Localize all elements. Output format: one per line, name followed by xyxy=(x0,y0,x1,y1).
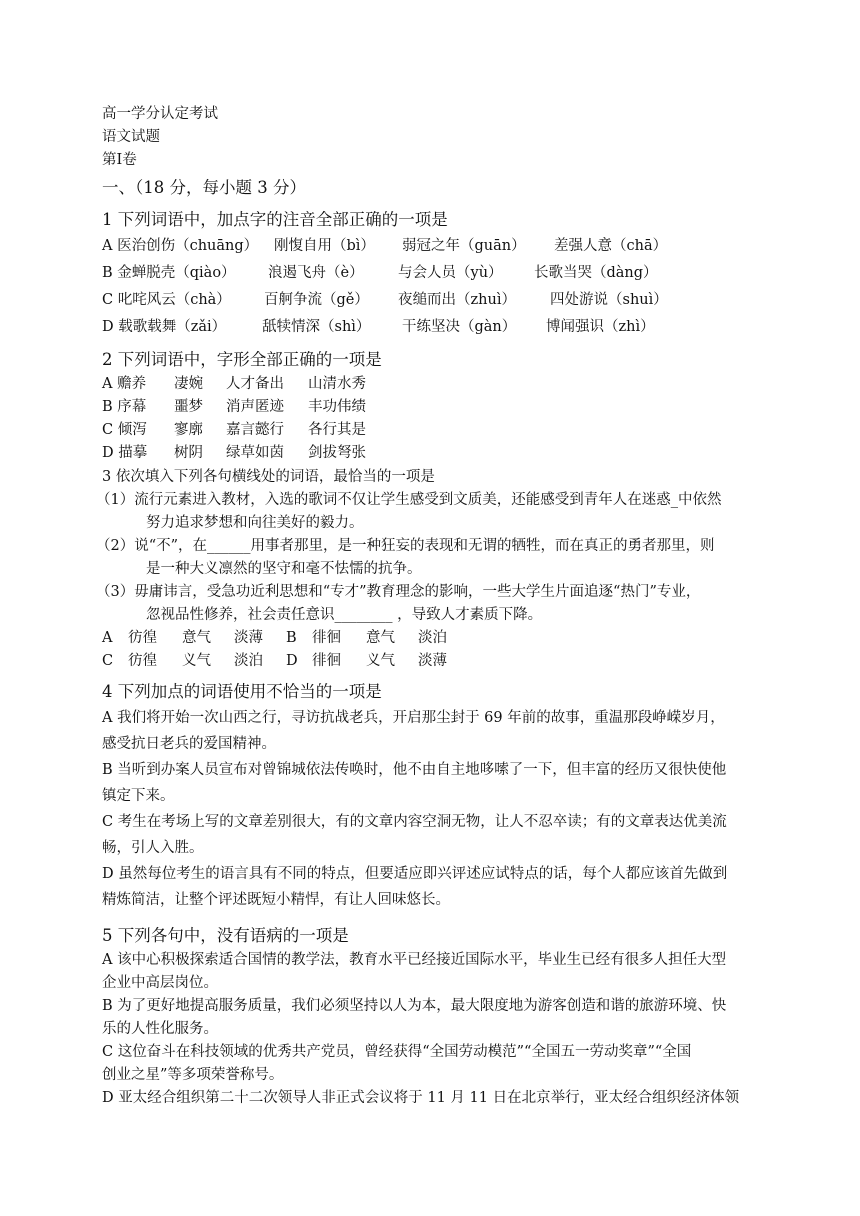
question-3-stem: 3 依次填入下列各句横线处的词语，最恰当的一项是 xyxy=(102,469,435,485)
q5-option-b-line-2: 乐的人性化服务。 xyxy=(102,1021,218,1037)
q1-a-4: 差强人意（chā） xyxy=(554,238,668,254)
q3-opt-c-2: 义气 xyxy=(182,653,211,669)
q1-b-2: 浪遏飞舟（è） xyxy=(268,265,364,281)
q2-b-3: 消声匿迹 xyxy=(226,399,284,415)
q3-sentence-1-line-2: 努力追求梦想和向往美好的毅力。 xyxy=(146,515,364,531)
exam-volume: 第Ⅰ卷 xyxy=(102,152,137,168)
q2-a-1: A 赡养 xyxy=(102,376,147,392)
q2-b-4: 丰功伟绩 xyxy=(308,399,366,415)
q4-option-c-line-1: C 考生在考场上写的文章差别很大，有的文章内容空洞无物，让人不忍卒读；有的文章表达优美流 xyxy=(102,814,727,830)
q1-option-a xyxy=(102,233,770,260)
q1-c-3: 夜缒而出（zhuì） xyxy=(398,292,516,308)
q3-sentence-3-line-1: （3）毋庸讳言，受急功近利思想和“专才”教育理念的影响，一些大学生片面追逐“热门”专业， xyxy=(96,584,701,600)
q4-option-c-line-2: 畅，引人入胜。 xyxy=(102,840,204,856)
q1-d-2: 舐犊情深（shì） xyxy=(262,319,371,335)
q2-c-3: 嘉言懿行 xyxy=(226,422,284,438)
q3-options-row-2 xyxy=(102,650,770,673)
exam-title: 高一学分认定考试 xyxy=(102,106,218,122)
q2-option-b xyxy=(102,396,770,419)
q3-sentence-2-line-2: 是一种大义凛然的坚守和毫不怯懦的抗争。 xyxy=(146,561,422,577)
q2-d-1: D 描摹 xyxy=(102,445,148,461)
q2-option-a xyxy=(102,373,770,396)
q1-c-2: 百舸争流（gě） xyxy=(264,292,369,308)
q3-opt-d-3: 淡薄 xyxy=(418,653,447,669)
q3-opt-c-3: 淡泊 xyxy=(234,653,263,669)
q1-c-1: C 叱咤风云（chà） xyxy=(102,292,231,308)
question-2-stem: 2 下列词语中，字形全部正确的一项是 xyxy=(102,350,382,369)
q5-option-d-line-1: D 亚太经合组织第二十二次领导人非正式会议将于 11 月 11 日在北京举行，亚太经合组织经济体领 xyxy=(102,1090,740,1106)
section-heading: 一、（18 分，每小题 3 分） xyxy=(102,178,306,197)
q3-opt-d-letter: D xyxy=(286,653,298,669)
q1-a-2: 刚愎自用（bì） xyxy=(274,238,375,254)
q4-option-b-line-2: 镇定下来。 xyxy=(102,788,175,804)
q1-d-1: D 载歌载舞（zǎi） xyxy=(102,319,227,335)
q4-option-a-line-2: 感受抗日老兵的爱国精神。 xyxy=(102,736,276,752)
q2-a-4: 山清水秀 xyxy=(308,376,366,392)
q1-c-4: 四处游说（shuì） xyxy=(550,292,668,308)
exam-page xyxy=(96,103,770,1110)
q2-a-3: 人才备出 xyxy=(226,376,284,392)
q3-opt-a-2: 意气 xyxy=(182,630,211,646)
q3-sentence-3-line-2: 忽视品性修养，社会责任意识________ ，导致人才素质下降。 xyxy=(146,607,543,623)
q4-option-d-line-1: D 虽然每位考生的语言具有不同的特点，但要适应即兴评述应试特点的话，每个人都应该首先做到 xyxy=(102,866,728,882)
q2-c-4: 各行其是 xyxy=(308,422,366,438)
q3-opt-b-1: 徘徊 xyxy=(312,630,341,646)
q4-option-b-line-1: B 当听到办案人员宣布对曾锦城依法传唤时，他不由自主地哆嗦了一下，但丰富的经历又很快使他 xyxy=(102,762,727,778)
q1-a-3: 弱冠之年（guān） xyxy=(402,238,526,254)
q1-d-4: 博闻强识（zhì） xyxy=(546,319,655,335)
q3-opt-a-1: 彷徨 xyxy=(128,630,157,646)
q4-option-d-line-2: 精炼简洁，让整个评述既短小精悍，有让人回味悠长。 xyxy=(102,892,450,908)
q2-c-1: C 倾泻 xyxy=(102,422,147,438)
q3-opt-d-1: 徘徊 xyxy=(312,653,341,669)
q2-d-3: 绿草如茵 xyxy=(226,445,284,461)
q1-d-3: 干练坚决（gàn） xyxy=(402,319,517,335)
q1-option-c xyxy=(102,287,770,314)
q5-option-c-line-2: 创业之星”等多项荣誉称号。 xyxy=(102,1067,284,1083)
question-4-stem: 4 下列加点的词语使用不恰当的一项是 xyxy=(102,682,382,701)
q1-a-1: A 医治创伤（chuāng） xyxy=(102,238,259,254)
q3-opt-d-2: 义气 xyxy=(366,653,395,669)
q3-options-row-1 xyxy=(102,627,770,650)
q2-d-2: 树阴 xyxy=(174,445,203,461)
question-1-stem: 1 下列词语中，加点字的注音全部正确的一项是 xyxy=(102,210,448,229)
q1-b-4: 长歌当哭（dàng） xyxy=(534,265,658,281)
q5-option-c-line-1: C 这位奋斗在科技领域的优秀共产党员，曾经获得“全国劳动模范”“全国五一劳动奖章”“全国 xyxy=(102,1044,692,1060)
q3-opt-b-letter: B xyxy=(286,630,297,646)
question-5-stem: 5 下列各句中，没有语病的一项是 xyxy=(102,926,349,945)
q3-opt-b-2: 意气 xyxy=(366,630,395,646)
q1-option-b xyxy=(102,260,770,287)
q5-option-a-line-1: A 该中心积极探索适合国情的教学法，教育水平已经接近国际水平，毕业生已经有很多人担任大型 xyxy=(102,952,727,968)
q2-a-2: 凄婉 xyxy=(174,376,203,392)
q2-c-2: 寥廓 xyxy=(174,422,203,438)
q1-b-3: 与会人员（yù） xyxy=(398,265,503,281)
q1-b-1: B 金蝉脱壳（qiào） xyxy=(102,265,236,281)
q3-opt-a-3: 淡薄 xyxy=(234,630,263,646)
q3-opt-c-1: 彷徨 xyxy=(128,653,157,669)
q3-opt-a-letter: A xyxy=(102,630,113,646)
exam-subject: 语文试题 xyxy=(102,129,160,145)
q3-opt-c-letter: C xyxy=(102,653,114,669)
q2-d-4: 剑拔弩张 xyxy=(308,445,366,461)
q2-b-2: 噩梦 xyxy=(174,399,203,415)
q1-option-d xyxy=(102,314,770,341)
q3-sentence-1-line-1: （1）流行元素进入教材，入选的歌词不仅让学生感受到文质美，还能感受到青年人在迷惑_中依然 xyxy=(96,492,722,508)
q2-b-1: B 序幕 xyxy=(102,399,147,415)
q3-opt-b-3: 淡泊 xyxy=(418,630,447,646)
q2-option-c xyxy=(102,419,770,442)
q2-option-d xyxy=(102,442,770,465)
q4-option-a-line-1: A 我们将开始一次山西之行，寻访抗战老兵，开启那尘封于 69 年前的故事，重温那段峥嵘岁月， xyxy=(102,710,725,726)
q3-sentence-2-line-1: （2）说“不”，在______用事者那里，是一种狂妄的表现和无谓的牺牲，而在真正的勇者那里，则 xyxy=(96,538,715,554)
q5-option-a-line-2: 企业中高层岗位。 xyxy=(102,975,218,991)
q5-option-b-line-1: B 为了更好地提高服务质量，我们必须坚持以人为本，最大限度地为游客创造和谐的旅游环境、快 xyxy=(102,998,727,1014)
